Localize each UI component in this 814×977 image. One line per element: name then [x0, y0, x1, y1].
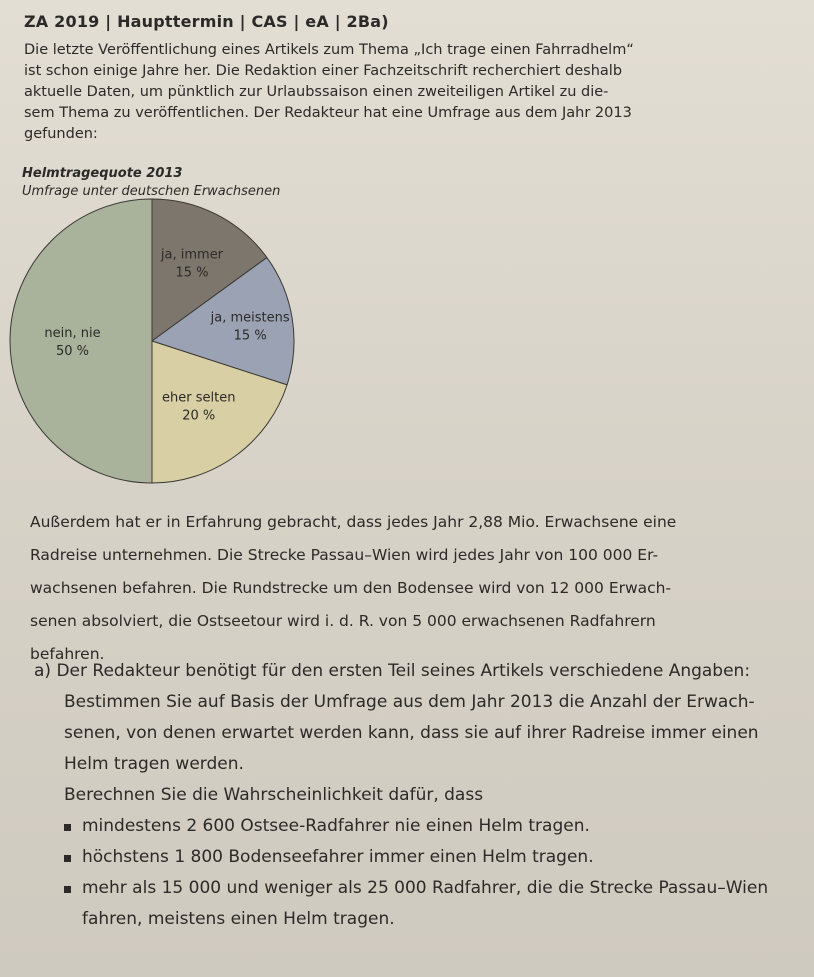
task-line: Berechnen Sie die Wahrscheinlichkeit dafür, dass	[64, 785, 484, 805]
body-line: wachsenen befahren. Die Rundstrecke um den Bodensee wird von 12 000 Erwach-	[30, 579, 672, 597]
task-bullet-continuation-wrap	[34, 904, 784, 935]
pie-value-label: 20 %	[182, 408, 216, 424]
pie-value-label: 50 %	[55, 344, 89, 359]
task-line: Helm tragen werden.	[64, 754, 244, 774]
pie-label: ja, immer	[160, 247, 224, 263]
pie-value-label: 15 %	[175, 265, 209, 281]
helmet-pie-chart	[0, 196, 320, 496]
task-intro: a) Der Redakteur benötigt für den ersten Teil seines Artikels verschiedene Angaben:	[34, 661, 751, 681]
task-text	[34, 687, 784, 811]
task-line: Bestimmen Sie auf Basis der Umfrage aus dem Jahr 2013 die Anzahl der Erwach-	[64, 692, 755, 712]
task-a	[34, 656, 784, 935]
pie-slice-nein-nie	[10, 199, 152, 483]
pie-label: nein, nie	[44, 326, 101, 341]
intro-line: Die letzte Veröffentlichung eines Artikels zum Thema „Ich trage einen Fahrradhelm“	[24, 42, 634, 58]
chart-title: Helmtragequote 2013	[22, 166, 183, 181]
task-bullet	[64, 873, 784, 904]
chart-subtitle: Umfrage unter deutschen Erwachsenen	[22, 184, 281, 199]
body-line: Außerdem hat er in Erfahrung gebracht, dass jedes Jahr 2,88 Mio. Erwachsene eine	[30, 513, 677, 531]
task-bullet: mindestens 2 600 Ostsee-Radfahrer nie einen Helm tragen.	[64, 811, 784, 842]
body-line: befahren.	[30, 645, 105, 663]
task-bullet-list	[34, 811, 784, 904]
intro-line: gefunden:	[24, 126, 98, 142]
task-bullet-continuation: fahren, meistens einen Helm tragen.	[82, 909, 395, 929]
task-bullet-text: mehr als 15 000 und weniger als 25 000 Radfahrer, die die Strecke Passau–Wien	[82, 878, 769, 898]
body-paragraph	[30, 506, 740, 671]
pie-label: ja, meistens	[210, 310, 290, 326]
intro-line: ist schon einige Jahre her. Die Redaktion einer Fachzeitschrift recherchiert deshalb	[24, 63, 623, 79]
pie-value-label: 15 %	[233, 328, 267, 344]
exam-header: ZA 2019 | Haupttermin | CAS | eA | 2Ba)	[24, 12, 389, 31]
pie-label: eher selten	[162, 390, 236, 406]
intro-paragraph	[24, 40, 684, 145]
intro-line: sem Thema zu veröffentlichen. Der Redakteur hat eine Umfrage aus dem Jahr 2013	[24, 105, 632, 121]
intro-line: aktuelle Daten, um pünktlich zur Urlaubssaison einen zweiteiligen Artikel zu die-	[24, 84, 609, 100]
body-line: Radreise unternehmen. Die Strecke Passau–Wien wird jedes Jahr von 100 000 Er-	[30, 546, 659, 564]
body-line: senen absolviert, die Ostseetour wird i. d. R. von 5 000 erwachsenen Radfahrern	[30, 612, 656, 630]
task-line: senen, von denen erwartet werden kann, dass sie auf ihrer Radreise immer einen	[64, 723, 759, 743]
task-bullet: höchstens 1 800 Bodenseefahrer immer einen Helm tragen.	[64, 842, 784, 873]
